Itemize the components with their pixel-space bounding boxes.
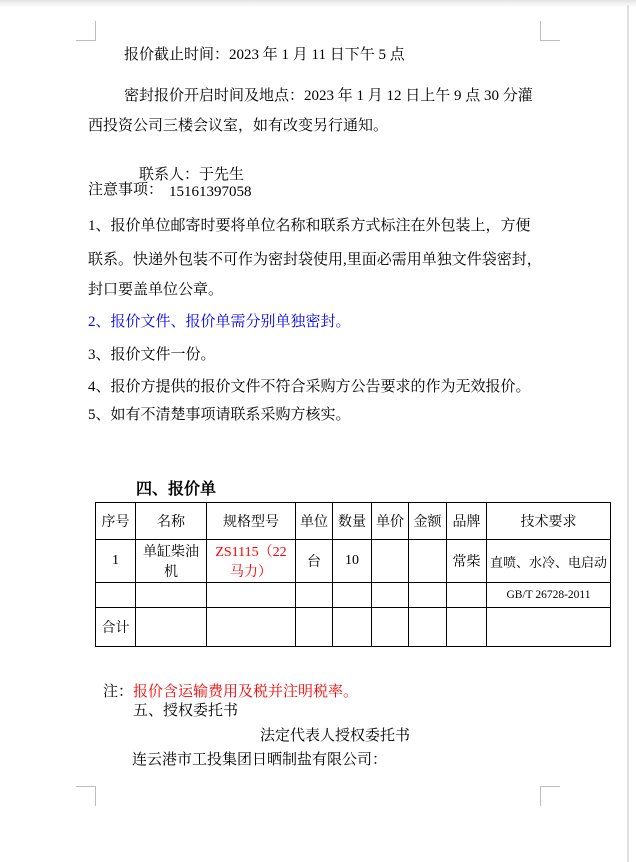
footnote-label: 注：	[103, 684, 134, 700]
paragraph-deadline: 报价截止时间：2023 年 1 月 11 日下午 5 点	[124, 47, 405, 63]
cell-empty	[207, 608, 296, 647]
header-unit-price: 单价	[372, 503, 409, 540]
cell-qty: 10	[333, 540, 372, 583]
margin-crop-mark-top-left	[76, 21, 96, 41]
footnote-red-text: 报价含运输费用及税并注明税率。	[133, 684, 359, 700]
table-row-standard	[96, 583, 611, 608]
page-right-edge	[627, 5, 629, 862]
paragraph-open-time-1: 密封报价开启时间及地点：2023 年 1 月 12 日上午 9 点 30 分灌	[124, 88, 533, 104]
cell-tech: 直喷、水冷、电启动	[487, 540, 611, 583]
note4: 4、报价方提供的报价文件不符合采购方公告要求的作为无效报价。	[88, 379, 531, 395]
cell-name: 单缸柴油机	[136, 540, 207, 583]
cell-empty	[136, 583, 207, 608]
cell-empty	[296, 608, 333, 647]
cell-empty	[372, 583, 409, 608]
note1-line2: 联系。快递外包装不可作为密封袋使用,里面必需用单独文件袋密封，	[88, 252, 542, 268]
cell-empty	[487, 608, 611, 647]
page-top-edge	[0, 0, 636, 7]
cell-empty	[333, 608, 372, 647]
cell-total-label: 合计	[96, 608, 136, 647]
header-tech: 技术要求	[487, 503, 611, 540]
cell-amount	[409, 540, 447, 583]
note1-line1: 1、报价单位邮寄时要将单位名称和联系方式标注在外包装上，方便	[88, 218, 531, 234]
header-brand: 品牌	[447, 503, 487, 540]
cell-empty	[207, 583, 296, 608]
section4-heading: 四、报价单	[136, 481, 217, 498]
header-seq: 序号	[96, 503, 136, 540]
cell-seq: 1	[96, 540, 136, 583]
header-qty: 数量	[333, 503, 372, 540]
cell-empty	[409, 608, 447, 647]
table-row-item1	[96, 540, 611, 583]
cell-empty	[447, 608, 487, 647]
cell-tech-standard: GB/T 26728-2011	[487, 583, 611, 608]
table-row-total	[96, 608, 611, 647]
cell-empty	[409, 583, 447, 608]
table-header-row	[96, 503, 611, 540]
paragraph-open-time-2: 西投资公司三楼会议室，如有改变另行通知。	[88, 118, 389, 134]
cell-empty	[447, 583, 487, 608]
note1-line3: 封口要盖单位公章。	[88, 282, 224, 298]
margin-crop-mark-bottom-right	[540, 786, 560, 806]
header-spec: 规格型号	[207, 503, 296, 540]
cell-brand: 常柴	[447, 540, 487, 583]
note2-blue: 2、报价文件、报价单需分别单独密封。	[88, 314, 351, 330]
margin-crop-mark-top-right	[540, 21, 560, 41]
company-line: 连云港市工投集团日晒制盐有限公司：	[132, 752, 388, 768]
quotation-table	[95, 502, 611, 647]
cell-empty	[333, 583, 372, 608]
margin-crop-mark-bottom-left	[76, 786, 96, 806]
header-unit: 单位	[296, 503, 333, 540]
note5: 5、如有不清楚事项请联系采购方核实。	[88, 407, 351, 423]
header-name: 名称	[136, 503, 207, 540]
header-amount: 金额	[409, 503, 447, 540]
cell-empty	[372, 608, 409, 647]
cell-unit-price	[372, 540, 409, 583]
notes-title: 注意事项：	[88, 182, 164, 198]
cell-empty	[96, 583, 136, 608]
note3: 3、报价文件一份。	[88, 347, 216, 363]
contact-phone: 15161397058	[169, 184, 252, 200]
cell-unit: 台	[296, 540, 333, 583]
section5-heading: 五、授权委托书	[133, 703, 239, 719]
cell-empty	[136, 608, 207, 647]
contact-name: 联系人：于先生	[139, 167, 245, 183]
cell-spec: ZS1115（22 马力）	[207, 540, 296, 583]
cell-empty	[296, 583, 333, 608]
poa-title: 法定代表人授权委托书	[260, 728, 411, 744]
